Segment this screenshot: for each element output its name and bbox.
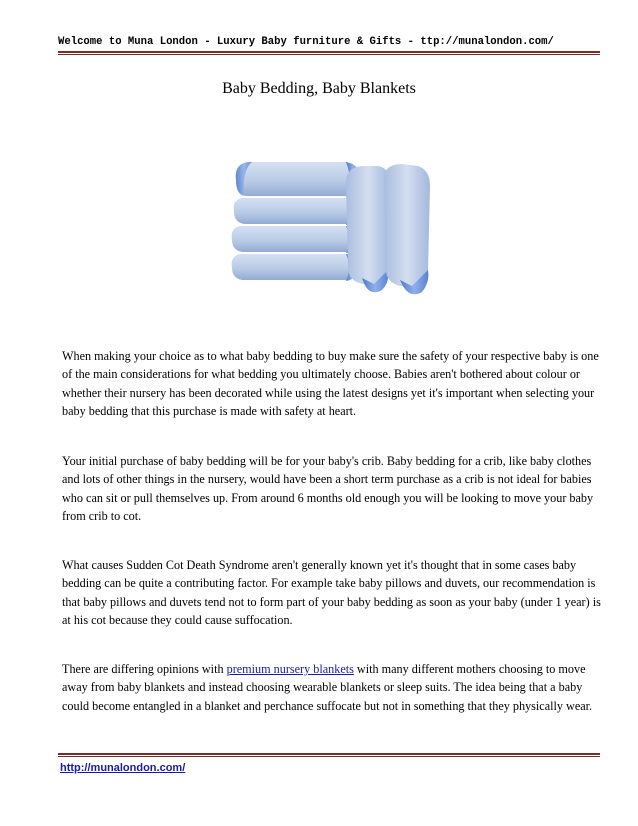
paragraph-blankets-text-2: with many different mothers choosing to move away from baby blankets and instead choosing wearable blankets or sleep suits. The idea being that a baby could become entangled in a blanket and perchance suffocate but not in something that they physically wear. [62,662,593,713]
folded-blanket-3 [232,226,358,253]
header-rule-thin [58,54,600,55]
footer-rule-thin [58,756,600,757]
paragraph-blankets-text-1: There are differing opinions with [62,662,227,676]
folded-blanket-1 [236,162,360,197]
rolled-blanket-2 [384,164,430,294]
footer-link[interactable]: http://munalondon.com/ [60,762,186,774]
footer-rule [58,753,600,755]
header-rule [58,51,600,53]
paragraph-crib: Your initial purchase of baby bedding will be for your baby's crib. Baby bedding for a crib, like baby clothes and lots of other things in the nursery, would have been a short term purchase as a crib is not ideal for babies who can sit or pull themselves up. From around 6 months old enough you will be looking to move your baby from crib to cot. [62,454,594,524]
paragraph-blankets [62,660,602,715]
folded-blanket-4 [232,254,358,281]
blankets-photo [222,150,448,300]
paragraph-cot-death: What causes Sudden Cot Death Syndrome aren't generally known yet it's thought that in some cases baby bedding can be quite a contributing factor. For example take baby pillows and duvets, our recommendation is that baby pillows and duvets tend not to form part of your baby bedding as soon as your baby (under 1 year) is at his cot because they could cause suffocation. [62,558,601,628]
paragraph-safety: When making your choice as to what baby bedding to buy make sure the safety of your respective baby is one of the main considerations for what bedding you ultimately choose. Babies aren't bothered about colour or whether their nursery has been decorated while using the latest designs yet it's important when selecting your baby bedding that this purchase is made with safety at heart. [62,349,599,419]
folded-blanket-2 [234,198,358,225]
page-header: Welcome to Muna London - Luxury Baby furniture & Gifts - ttp://munalondon.com/ [58,36,554,48]
premium-nursery-blankets-link[interactable]: premium nursery blankets [226,662,354,676]
rolled-blanket-1 [346,166,390,292]
page-title: Baby Bedding, Baby Blankets [222,80,416,97]
